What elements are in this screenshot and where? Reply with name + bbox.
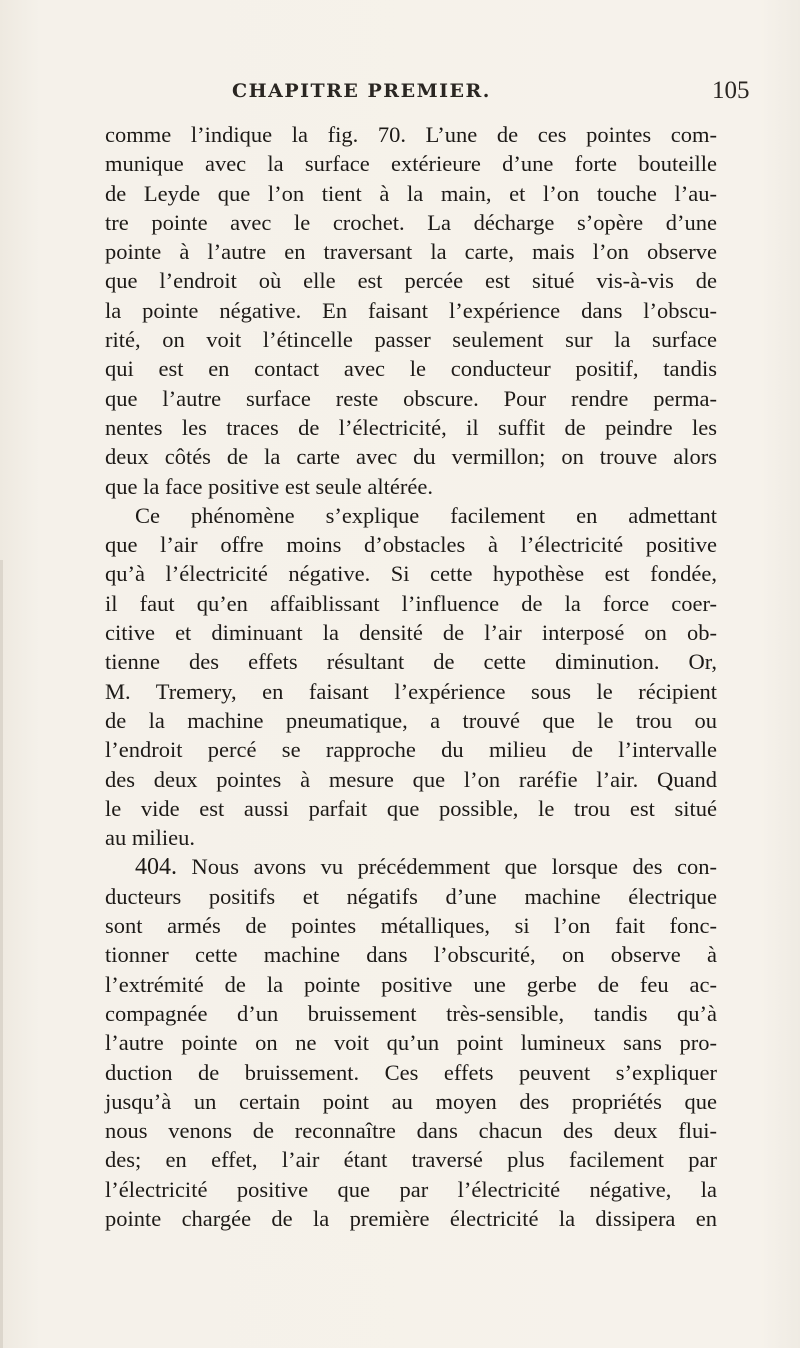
text-line: duction de bruissement. Ces effets peuvent s’expliquer — [105, 1059, 717, 1085]
paragraph-2 — [105, 501, 717, 853]
page-number: 105 — [712, 77, 750, 104]
text-line: qui est en contact avec le conducteur positif, tandis — [105, 356, 717, 382]
text-line: deux côtés de la carte avec du vermillon; on trouve alors — [105, 444, 717, 470]
text-line: citive et diminuant la densité de l’air interposé on ob- — [105, 620, 717, 646]
text-line: ducteurs positifs et négatifs d’une machine électrique — [105, 883, 717, 909]
text-line: sont armés de pointes métalliques, si l’on fait fonc- — [105, 913, 717, 939]
text-line: M. Tremery, en faisant l’expérience sous le récipient — [105, 678, 717, 704]
text-line: nous venons de reconnaître dans chacun des deux flui- — [105, 1118, 717, 1144]
text-line: le vide est aussi parfait que possible, le trou est situé — [105, 795, 717, 821]
text-line: il faut qu’en affaiblissant l’influence de la force coer- — [105, 590, 717, 616]
section-first-line — [105, 852, 717, 881]
running-title: CHAPITRE PREMIER. — [232, 80, 491, 102]
text-line: nentes les traces de l’électricité, il suffit de peindre les — [105, 414, 717, 440]
text-line: munique avec la surface extérieure d’une forte bouteille — [105, 151, 717, 177]
text-line: comme l’indique la fig. 70. L’une de ces pointes com- — [105, 122, 717, 147]
text-line: jusqu’à un certain point au moyen des propriétés que — [105, 1088, 717, 1114]
text-line: tienne des effets résultant de cette diminution. Or, — [105, 649, 717, 675]
text-line: compagnée d’un bruissement très-sensible, tandis qu’à — [105, 1000, 717, 1026]
text-line: pointe chargée de la première électricité la dissipera en — [105, 1205, 717, 1231]
gutter-shadow — [0, 560, 3, 1348]
section-number: 404. — [135, 854, 177, 881]
text-line: de la machine pneumatique, a trouvé que le trou ou — [105, 707, 717, 733]
text-line: des deux pointes à mesure que l’on raréfie l’air. Quand — [105, 766, 717, 792]
text-line: l’électricité positive que par l’électricité négative, la — [105, 1176, 717, 1202]
text-line: pointe à l’autre en traversant la carte, mais l’on observe — [105, 239, 717, 265]
page-header — [0, 77, 800, 114]
text-line: tionner cette machine dans l’obscurité, on observe à — [105, 942, 717, 968]
text-line: des; en effet, l’air étant traversé plus facilement par — [105, 1147, 717, 1173]
text-line: que l’air offre moins d’obstacles à l’électricité positive — [105, 532, 717, 558]
text-line: rité, on voit l’étincelle passer seulement sur la surface — [105, 327, 717, 353]
text-line: la pointe négative. En faisant l’expérience dans l’obscu- — [105, 297, 717, 323]
text-line: tre pointe avec le crochet. La décharge s’opère d’une — [105, 209, 717, 235]
section-first-line-text: Nous avons vu précédemment que lorsque des con- — [191, 854, 717, 880]
text-line: l’endroit percé se rapproche du milieu de l’intervalle — [105, 737, 717, 763]
paragraph-1 — [105, 120, 717, 501]
text-line: que la face positive est seule altérée. — [105, 473, 433, 499]
text-line: que l’autre surface reste obscure. Pour rendre perma- — [105, 385, 717, 411]
paragraph-3 — [105, 852, 717, 1233]
text-line: l’autre pointe on ne voit qu’un point lumineux sans pro- — [105, 1030, 717, 1056]
text-line: qu’à l’électricité négative. Si cette hypothèse est fondée, — [105, 561, 717, 587]
text-line: de Leyde que l’on tient à la main, et l’on touche l’au- — [105, 180, 717, 206]
text-line: que l’endroit où elle est percée est situé vis-à-vis de — [105, 268, 717, 294]
text-line: l’extrémité de la pointe positive une gerbe de feu ac- — [105, 971, 717, 997]
body-text — [105, 120, 717, 1233]
text-line: Ce phénomène s’explique facilement en admettant — [135, 502, 717, 528]
text-line: au milieu. — [105, 825, 195, 851]
